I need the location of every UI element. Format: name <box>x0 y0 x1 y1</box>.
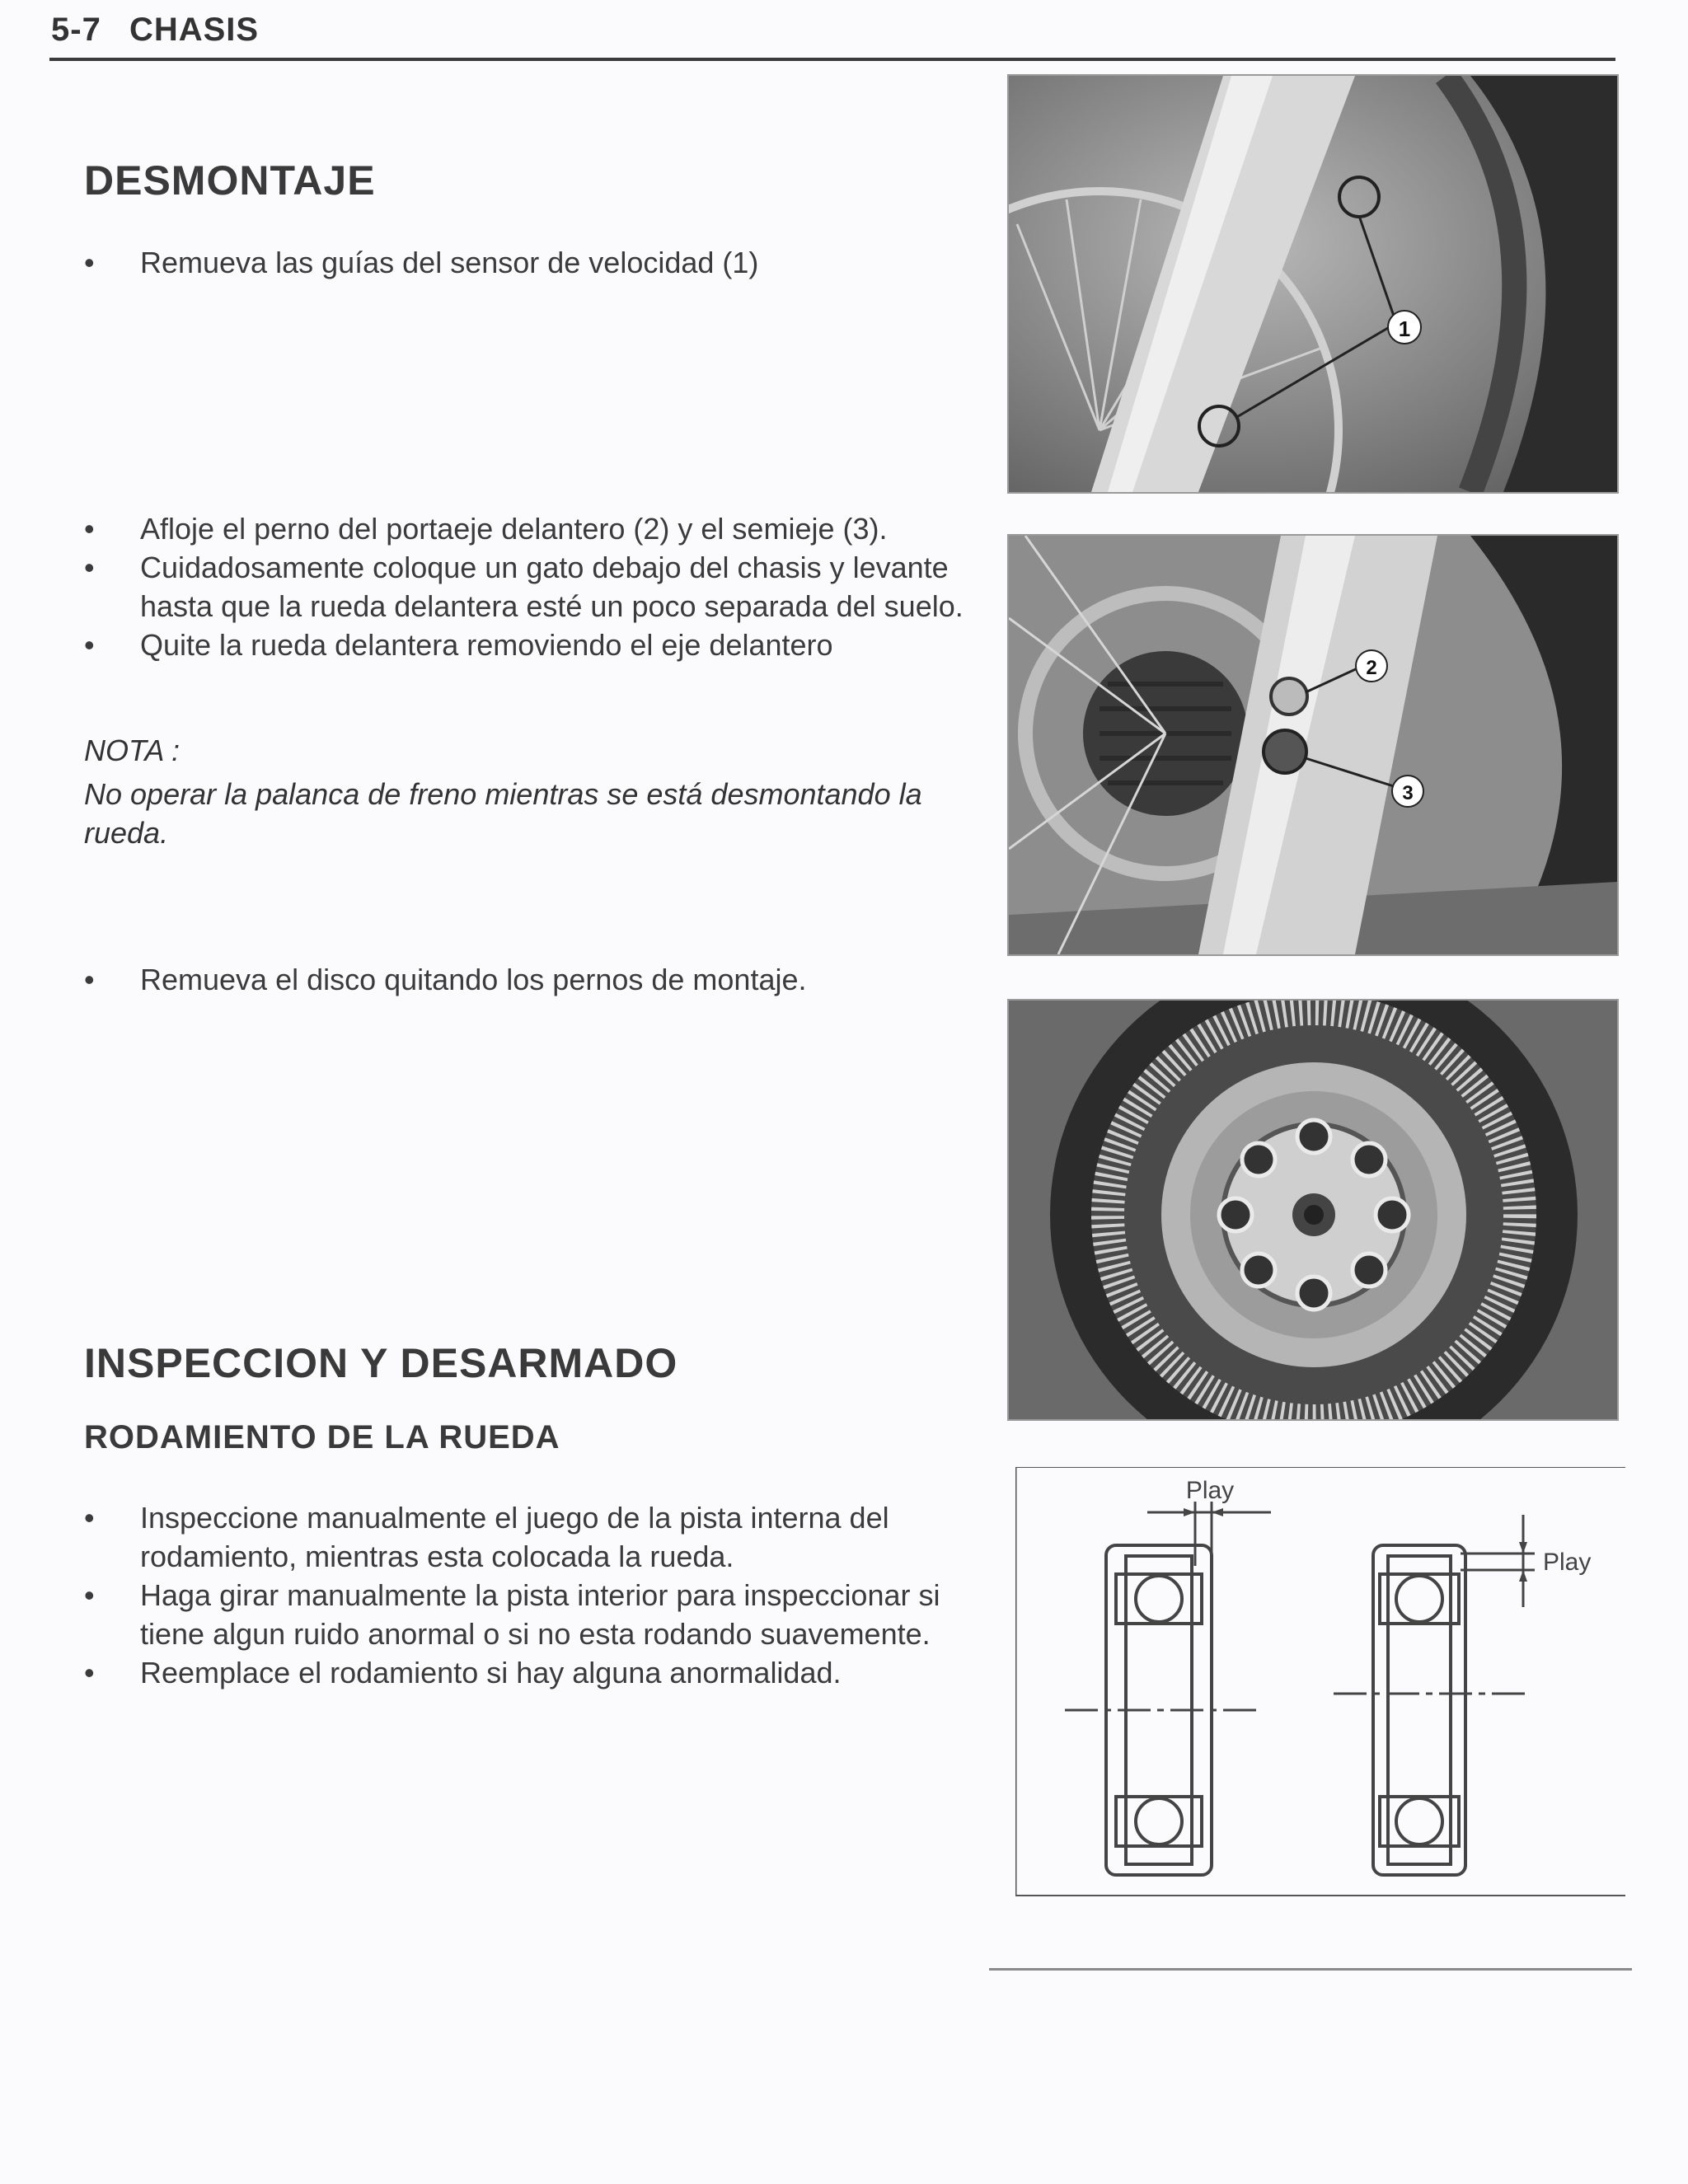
play-label-radial: Play <box>1543 1549 1592 1576</box>
section-title: CHASIS <box>129 12 260 48</box>
photo-axle <box>1007 534 1619 956</box>
note-label: NOTA : <box>84 733 180 767</box>
note-text: No operar la palanca de freno mientras se está desmontando la rueda. <box>84 777 922 850</box>
desmontaje-heading: DESMONTAJE <box>84 157 376 204</box>
bearing-play-diagram <box>1015 1467 1625 1904</box>
header-rule <box>49 58 1615 61</box>
rodamiento-subheading: RODAMIENTO DE LA RUEDA <box>84 1419 560 1455</box>
list-item: • Haga girar manualmente la pista interior para inspeccionar si tiene algun ruido anormal o si no esta rodando suavemente. <box>82 1576 956 1653</box>
inspeccion-steps-list <box>82 1498 956 1692</box>
inspeccion-heading: INSPECCION Y DESARMADO <box>84 1340 678 1386</box>
list-item: • Inspeccione manualmente el juego de la pista interna del rodamiento, mientras esta colocada la rueda. <box>82 1498 956 1576</box>
callout-2: 2 <box>1366 657 1377 679</box>
desmontaje-steps-list <box>82 509 1006 664</box>
photo-brake-disc <box>1007 999 1619 1421</box>
page-number: 5-7 <box>51 12 101 48</box>
callout-3: 3 <box>1402 782 1414 804</box>
bottom-rule <box>989 1968 1632 1971</box>
list-item: • Quite la rueda delantera removiendo el eje delantero <box>82 626 1006 664</box>
list-item: • Afloje el perno del portaeje delantero (2) y el semieje (3). <box>82 509 1006 548</box>
desmontaje-step1-list <box>82 243 989 282</box>
desmontaje-step3-list <box>82 960 989 999</box>
list-item: • Reemplace el rodamiento si hay alguna anormalidad. <box>82 1653 956 1692</box>
list-item: • Cuidadosamente coloque un gato debajo del chasis y levante hasta que la rueda delantera esté un poco separada del suelo. <box>82 548 1006 626</box>
list-item: • Remueva las guías del sensor de velocidad (1) <box>82 243 989 282</box>
photo-speed-sensor <box>1007 74 1619 494</box>
play-label-axial: Play <box>1185 1477 1235 1504</box>
page-header <box>51 12 259 49</box>
list-item: • Remueva el disco quitando los pernos de montaje. <box>82 960 989 999</box>
callout-1: 1 <box>1398 316 1411 341</box>
